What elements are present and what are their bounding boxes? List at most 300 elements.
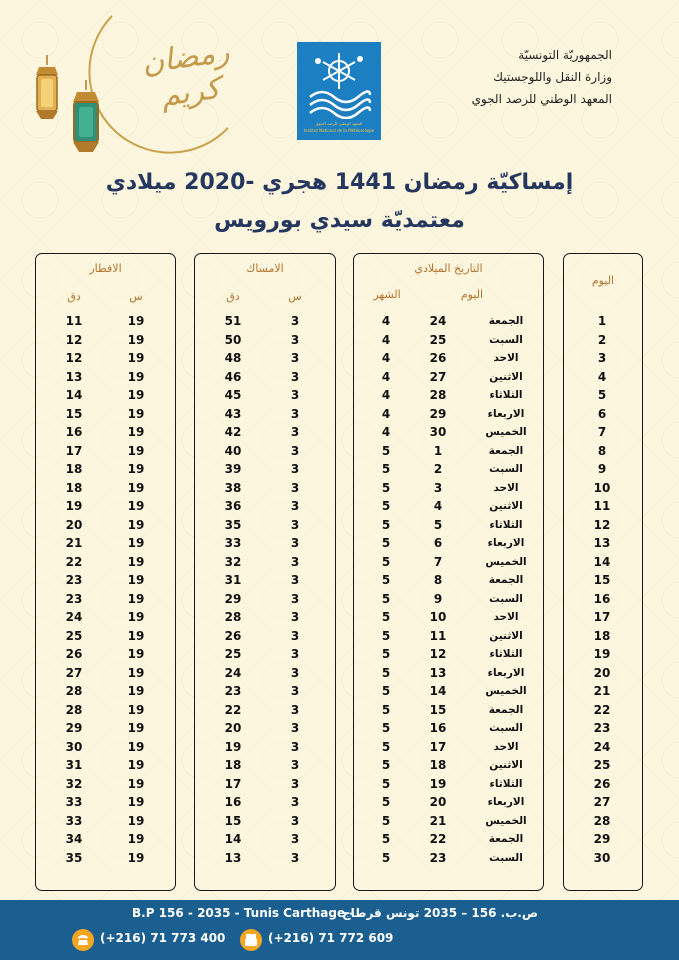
gregorian-day: 18 <box>429 758 447 772</box>
imsak-minute: 26 <box>224 628 242 643</box>
fax-icon <box>240 929 262 951</box>
ramadan-day-column <box>563 253 643 891</box>
table-row <box>354 664 543 682</box>
iftar-minute: 33 <box>65 795 83 809</box>
table-row <box>354 405 543 423</box>
gregorian-month: 5 <box>381 665 391 680</box>
iftar-hour: 19 <box>127 517 145 532</box>
table-row <box>564 793 642 811</box>
table-row <box>195 442 335 460</box>
table-row <box>36 645 175 663</box>
imsak-hour: 3 <box>290 832 300 846</box>
table-row <box>36 312 175 330</box>
imsak-hour: 3 <box>290 332 300 347</box>
imsak-hour: 3 <box>290 573 300 587</box>
table-row <box>564 701 642 719</box>
table-row <box>564 312 642 330</box>
ramadan-day-number: 22 <box>593 702 611 717</box>
table-row <box>195 368 335 386</box>
iftar-minute: 18 <box>65 480 83 495</box>
gregorian-month: 5 <box>381 832 391 846</box>
iftar-minute: 31 <box>65 758 83 772</box>
gregorian-month: 5 <box>381 702 391 717</box>
table-row <box>195 534 335 552</box>
table-row <box>36 442 175 460</box>
gregorian-month: 5 <box>381 610 391 624</box>
ramadan-day-number: 13 <box>593 536 611 550</box>
gregorian-month: 5 <box>381 647 391 661</box>
table-row <box>564 368 642 386</box>
imsak-hour: 3 <box>290 702 300 717</box>
table-row <box>36 719 175 737</box>
weekday: السبت <box>489 851 523 864</box>
iftar-hour: 19 <box>127 647 145 661</box>
imsak-hour: 3 <box>290 425 300 439</box>
ramadan-day-number: 17 <box>593 610 611 624</box>
table-row <box>564 571 642 589</box>
imsak-hour: 3 <box>290 517 300 532</box>
ramadan-day-number: 11 <box>593 499 611 513</box>
table-row <box>564 775 642 793</box>
imsak-hour: 3 <box>290 684 300 698</box>
table-row <box>36 701 175 719</box>
iftar-minute: 14 <box>65 388 83 402</box>
iftar-minute: 21 <box>65 536 83 550</box>
table-row <box>564 812 642 830</box>
lantern-icon <box>30 55 64 125</box>
table-row <box>36 627 175 645</box>
table-row <box>564 534 642 552</box>
iftar-hour: 19 <box>127 628 145 643</box>
imsak-minute: 31 <box>224 573 242 587</box>
weekday: الاربعاء <box>487 796 525 808</box>
gregorian-month: 4 <box>381 332 391 347</box>
iftar-minute: 28 <box>65 702 83 717</box>
imsak-hour: 3 <box>290 314 300 328</box>
table-row <box>36 460 175 478</box>
ramadan-day-number: 12 <box>593 517 611 532</box>
imsak-hour: 3 <box>290 795 300 809</box>
page-subtitle: معتمديّة سيدي بورويس <box>214 208 465 233</box>
weekday: الجمعة <box>488 315 524 327</box>
table-row <box>564 682 642 700</box>
gregorian-day: 9 <box>433 591 443 606</box>
weekday: الجمعة <box>488 703 524 716</box>
table-row <box>195 553 335 571</box>
iftar-hour: 19 <box>127 443 145 458</box>
gregorian-month: 5 <box>381 517 391 532</box>
gregorian-day: 27 <box>429 369 447 384</box>
iftar-hour: 19 <box>127 480 145 495</box>
gregorian-day: 20 <box>429 795 447 809</box>
gregorian-day: 29 <box>429 406 447 421</box>
imsak-hour: 3 <box>290 591 300 606</box>
table-row <box>195 664 335 682</box>
table-row <box>354 516 543 534</box>
iftar-minute: 34 <box>65 832 83 846</box>
gregorian-month: 4 <box>381 388 391 402</box>
weekday: الاربعاء <box>487 666 525 679</box>
table-row <box>36 349 175 367</box>
table-row <box>195 608 335 626</box>
iftar-hour: 19 <box>127 795 145 809</box>
table-row <box>354 738 543 756</box>
ramadan-day-number: 28 <box>593 813 611 828</box>
table-row <box>564 442 642 460</box>
ramadan-day-number: 2 <box>597 332 607 347</box>
ramadan-greeting: رمضان كريم <box>139 34 232 114</box>
imsak-minute: 22 <box>224 702 242 717</box>
table-row <box>195 590 335 608</box>
imsak-minute: 40 <box>224 443 242 458</box>
ramadan-day-number: 9 <box>597 462 607 476</box>
gregorian-month: 5 <box>381 758 391 772</box>
ramadan-day-number: 7 <box>597 425 607 439</box>
date-month-header: الشهر <box>373 288 401 301</box>
gregorian-month: 4 <box>381 369 391 384</box>
imsak-hour: 3 <box>290 369 300 384</box>
table-row <box>195 349 335 367</box>
imsak-hour: 3 <box>290 813 300 828</box>
imsak-hour: 3 <box>290 351 300 365</box>
table-row <box>564 608 642 626</box>
org-line-country: الجمهوريّة التونسيّة <box>518 48 612 62</box>
iftar-minute: 17 <box>65 443 83 458</box>
imsak-minute: 29 <box>224 591 242 606</box>
table-row <box>564 830 642 848</box>
table-row <box>354 627 543 645</box>
ramadan-day-number: 16 <box>593 591 611 606</box>
table-row <box>564 756 642 774</box>
imsak-minute: 19 <box>224 739 242 754</box>
table-row <box>195 682 335 700</box>
phone-number[interactable]: (+216) 71 773 400 <box>100 931 226 945</box>
ramadan-day-number: 4 <box>597 369 607 384</box>
fax-number[interactable]: (+216) 71 772 609 <box>268 931 394 945</box>
ramadan-day-number: 5 <box>597 388 607 402</box>
day-title: اليوم <box>591 274 615 287</box>
header <box>0 0 679 250</box>
table-row <box>36 553 175 571</box>
ramadan-day-number: 25 <box>593 758 611 772</box>
weekday: السبت <box>489 333 523 346</box>
iftar-minute: 23 <box>65 573 83 587</box>
weekday: الخميس <box>485 426 527 438</box>
table-row <box>36 756 175 774</box>
imsak-column <box>194 253 336 891</box>
ramadan-day-number: 27 <box>593 795 611 809</box>
table-row <box>354 386 543 404</box>
imsak-minute-header: دق <box>226 290 240 303</box>
iftar-hour-header: س <box>129 290 143 303</box>
table-row <box>354 645 543 663</box>
table-row <box>195 405 335 423</box>
iftar-minute: 13 <box>65 369 83 384</box>
table-row <box>36 590 175 608</box>
gregorian-day: 21 <box>429 813 447 828</box>
organization-block <box>472 44 612 110</box>
table-row <box>36 738 175 756</box>
table-row <box>564 479 642 497</box>
iftar-hour: 19 <box>127 758 145 772</box>
iftar-minute: 26 <box>65 647 83 661</box>
gregorian-month: 5 <box>381 462 391 476</box>
imsak-hour: 3 <box>290 406 300 421</box>
gregorian-date-column <box>353 253 544 891</box>
iftar-hour: 19 <box>127 702 145 717</box>
table-row <box>564 553 642 571</box>
table-row <box>36 405 175 423</box>
gregorian-day: 5 <box>433 517 443 532</box>
org-line-institute: المعهد الوطني للرصد الجوي <box>471 92 612 106</box>
imsak-hour: 3 <box>290 758 300 772</box>
iftar-minute: 28 <box>65 684 83 698</box>
gregorian-month: 4 <box>381 314 391 328</box>
imsak-minute: 28 <box>224 610 242 624</box>
gregorian-month: 4 <box>381 425 391 439</box>
table-row <box>564 719 642 737</box>
weekday: الجمعة <box>488 833 524 845</box>
table-row <box>354 775 543 793</box>
org-line-ministry: وزارة النقل واللوجستيك <box>493 70 612 84</box>
imsak-minute: 16 <box>224 795 242 809</box>
gregorian-month: 5 <box>381 573 391 587</box>
gregorian-month: 5 <box>381 795 391 809</box>
gregorian-month: 5 <box>381 443 391 458</box>
gregorian-day: 6 <box>433 536 443 550</box>
ramadan-day-number: 18 <box>593 628 611 643</box>
imsak-minute: 23 <box>224 684 242 698</box>
imsak-hour: 3 <box>290 462 300 476</box>
iftar-hour: 19 <box>127 406 145 421</box>
iftar-minute: 12 <box>65 351 83 365</box>
weekday: الاحد <box>493 740 519 753</box>
ramadan-day-number: 29 <box>593 832 611 846</box>
iftar-minute: 15 <box>65 406 83 421</box>
date-day-header: اليوم <box>460 288 484 301</box>
weekday: السبت <box>489 722 523 734</box>
gregorian-day: 30 <box>429 425 447 439</box>
gregorian-day: 3 <box>433 480 443 495</box>
imsak-hour: 3 <box>290 554 300 569</box>
address-fr: B.P 156 - 2035 - Tunis Carthage - <box>132 906 355 920</box>
weekday: الاثنين <box>489 629 523 642</box>
gregorian-day: 13 <box>429 665 447 680</box>
gregorian-month: 5 <box>381 684 391 698</box>
table-row <box>354 793 543 811</box>
weekday: الاربعاء <box>487 537 525 549</box>
ramadan-day-number: 30 <box>593 850 611 865</box>
table-row <box>195 775 335 793</box>
ramadan-day-number: 24 <box>593 739 611 754</box>
iftar-minute: 29 <box>65 721 83 735</box>
imsak-hour: 3 <box>290 776 300 791</box>
imsak-minute: 33 <box>224 536 242 550</box>
ramadan-day-number: 15 <box>593 573 611 587</box>
table-row <box>354 590 543 608</box>
table-row <box>354 719 543 737</box>
iftar-hour: 19 <box>127 388 145 402</box>
iftar-minute: 20 <box>65 517 83 532</box>
weekday: الثلاثاء <box>489 518 523 531</box>
imsak-hour: 3 <box>290 536 300 550</box>
table-row <box>36 368 175 386</box>
table-row <box>354 331 543 349</box>
imsak-minute: 45 <box>224 388 242 402</box>
imsak-hour: 3 <box>290 850 300 865</box>
ramadan-day-number: 26 <box>593 776 611 791</box>
iftar-minute: 35 <box>65 850 83 865</box>
weekday: الثلاثاء <box>489 648 523 660</box>
ramadan-day-number: 8 <box>597 443 607 458</box>
table-row <box>354 608 543 626</box>
table-row <box>354 571 543 589</box>
iftar-hour: 19 <box>127 684 145 698</box>
table-row <box>36 793 175 811</box>
ramadan-day-number: 20 <box>593 665 611 680</box>
table-row <box>195 627 335 645</box>
iftar-hour: 19 <box>127 776 145 791</box>
table-row <box>354 423 543 441</box>
table-row <box>195 756 335 774</box>
table-row <box>36 830 175 848</box>
iftar-hour: 19 <box>127 610 145 624</box>
imsak-minute: 43 <box>224 406 242 421</box>
imsak-minute: 36 <box>224 499 242 513</box>
iftar-minute: 11 <box>65 314 83 328</box>
imsak-hour: 3 <box>290 628 300 643</box>
weekday: الاحد <box>493 481 519 494</box>
table-row <box>195 460 335 478</box>
imsak-minute: 32 <box>224 554 242 569</box>
iftar-hour: 19 <box>127 314 145 328</box>
iftar-hour: 19 <box>127 739 145 754</box>
weekday: الاثنين <box>489 500 523 512</box>
phone-icon <box>72 929 94 951</box>
imsak-minute: 24 <box>224 665 242 680</box>
gregorian-day: 4 <box>433 499 443 513</box>
iftar-hour: 19 <box>127 499 145 513</box>
gregorian-day: 25 <box>429 332 447 347</box>
imsak-hour: 3 <box>290 480 300 495</box>
table-row <box>195 386 335 404</box>
table-row <box>564 627 642 645</box>
iftar-hour: 19 <box>127 813 145 828</box>
table-row <box>36 331 175 349</box>
gregorian-day: 1 <box>433 443 443 458</box>
iftar-hour: 19 <box>127 591 145 606</box>
iftar-hour: 19 <box>127 332 145 347</box>
table-row <box>354 497 543 515</box>
table-row <box>195 738 335 756</box>
table-row <box>36 571 175 589</box>
iftar-minute: 33 <box>65 813 83 828</box>
imsak-hour: 3 <box>290 610 300 624</box>
ramadan-day-number: 21 <box>593 684 611 698</box>
gregorian-day: 22 <box>429 832 447 846</box>
ramadan-day-number: 10 <box>593 480 611 495</box>
gregorian-day: 17 <box>429 739 447 754</box>
gregorian-month: 5 <box>381 739 391 754</box>
table-row <box>195 701 335 719</box>
address-ar: ص.ب. 156 – 2035 تونس قرطاج <box>342 906 538 920</box>
gregorian-day: 2 <box>433 462 443 476</box>
imsak-hour: 3 <box>290 665 300 680</box>
iftar-hour: 19 <box>127 665 145 680</box>
imsak-minute: 46 <box>224 369 242 384</box>
gregorian-month: 5 <box>381 850 391 865</box>
iftar-title: الافطار <box>89 262 122 275</box>
table-row <box>36 497 175 515</box>
gregorian-month: 5 <box>381 591 391 606</box>
iftar-minute: 18 <box>65 462 83 476</box>
iftar-hour: 19 <box>127 369 145 384</box>
imsak-minute: 17 <box>224 776 242 791</box>
weekday: الجمعة <box>488 574 524 586</box>
table-row <box>36 775 175 793</box>
table-row <box>354 460 543 478</box>
imsak-minute: 15 <box>224 813 242 828</box>
snowflake-sun-icon <box>304 49 374 119</box>
imsak-minute: 51 <box>224 314 242 328</box>
imsak-minute: 14 <box>224 832 242 846</box>
weekday: الاحد <box>493 611 519 623</box>
ramadan-day-number: 3 <box>597 351 607 365</box>
gregorian-day: 19 <box>429 776 447 791</box>
weekday: الاربعاء <box>487 407 525 420</box>
imsak-minute: 25 <box>224 647 242 661</box>
table-row <box>36 682 175 700</box>
weekday: السبت <box>489 592 523 605</box>
gregorian-month: 5 <box>381 721 391 735</box>
table-row <box>354 553 543 571</box>
table-row <box>36 534 175 552</box>
institute-logo <box>297 42 381 140</box>
imsak-hour: 3 <box>290 388 300 402</box>
imsak-minute: 18 <box>224 758 242 772</box>
gregorian-day: 7 <box>433 554 443 569</box>
iftar-hour: 19 <box>127 536 145 550</box>
table-row <box>564 664 642 682</box>
table-row <box>195 571 335 589</box>
table-row <box>36 423 175 441</box>
table-row <box>36 812 175 830</box>
date-title: التاريخ الميلادي <box>414 262 483 275</box>
gregorian-day: 14 <box>429 684 447 698</box>
table-row <box>354 682 543 700</box>
imsak-minute: 38 <box>224 480 242 495</box>
weekday: الخميس <box>485 814 527 827</box>
imsak-minute: 35 <box>224 517 242 532</box>
table-row <box>564 738 642 756</box>
iftar-column <box>35 253 176 891</box>
iftar-hour: 19 <box>127 573 145 587</box>
table-row <box>564 590 642 608</box>
imsak-hour-header: س <box>288 290 302 303</box>
imsak-hour: 3 <box>290 647 300 661</box>
weekday: الاثنين <box>489 370 523 383</box>
iftar-hour: 19 <box>127 721 145 735</box>
table-row <box>195 497 335 515</box>
table-row <box>195 479 335 497</box>
ramadan-day-number: 14 <box>593 554 611 569</box>
ramadan-day-number: 1 <box>597 314 607 328</box>
iftar-minute: 32 <box>65 776 83 791</box>
gregorian-day: 26 <box>429 351 447 365</box>
iftar-hour: 19 <box>127 554 145 569</box>
table-row <box>354 812 543 830</box>
gregorian-month: 4 <box>381 406 391 421</box>
